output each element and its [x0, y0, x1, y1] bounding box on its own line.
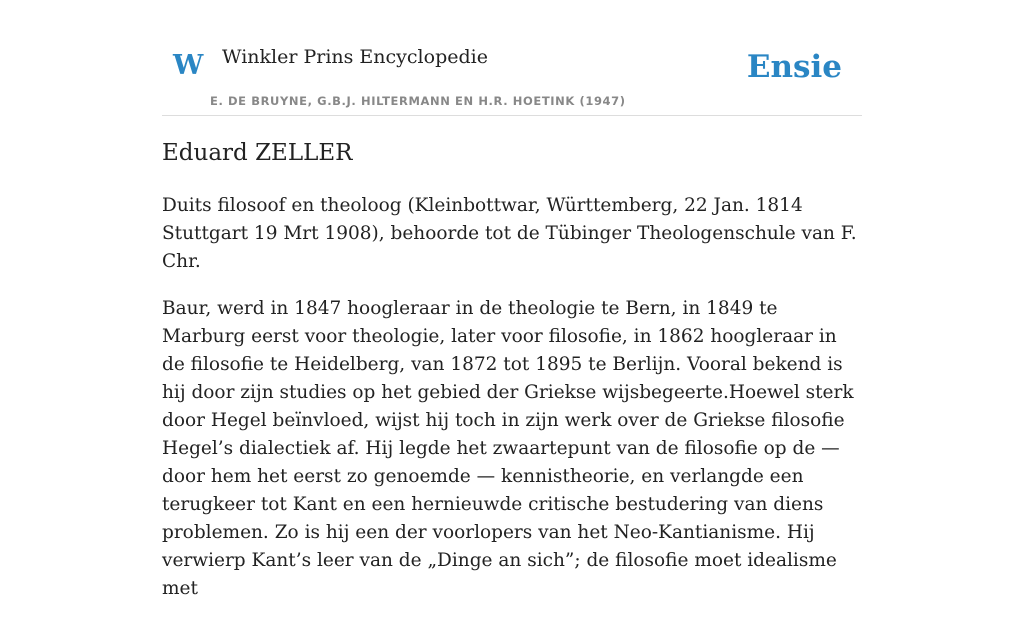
site-header — [162, 0, 862, 116]
article-paragraph: Baur, werd in 1847 hoogleraar in de theologie te Bern, in 1849 te Marburg eerst voor theologie, later voor filosofie, in 1862 hoogleraar in de filosofie te Heidelberg, van 1872 tot 1895 te Berlijn. Vooral bekend is hij door zijn studies op het gebied der Griekse wijsbegeerte.Hoewel sterk door Hegel beïnvloed, wijst hij toch in zijn werk over de Griekse filosofie Hegel’s dialectiek af. Hij legde het zwaartepunt van de filosofie op de — door hem het eerst zo genoemde — kennistheorie, en verlangde een terugkeer tot Kant en een hernieuwde critische bestudering van diens problemen. Zo is hij een der voorlopers van het Neo-Kantianisme. Hij verwierp Kant’s leer van de „Dinge an sich”; de filosofie moet idealisme met — [162, 298, 854, 599]
site-title[interactable]: Winkler Prins Encyclopedie — [222, 46, 488, 68]
authors-line: E. DE BRUYNE, G.B.J. HILTERMANN EN H.R. HOETINK (1947) — [210, 94, 626, 108]
article-title: Eduard ZELLER — [162, 140, 353, 166]
ensie-logo[interactable]: Ensie — [746, 49, 842, 85]
winkler-prins-logo[interactable]: W — [173, 50, 204, 81]
article-body — [162, 192, 862, 622]
article-paragraph: Duits filosoof en theoloog (Kleinbottwar, Württemberg, 22 Jan. 1814 Stuttgart 19 Mrt 1908), behoorde tot de Tübinger Theologenschule van F. Chr. — [162, 195, 857, 272]
page — [162, 0, 862, 599]
